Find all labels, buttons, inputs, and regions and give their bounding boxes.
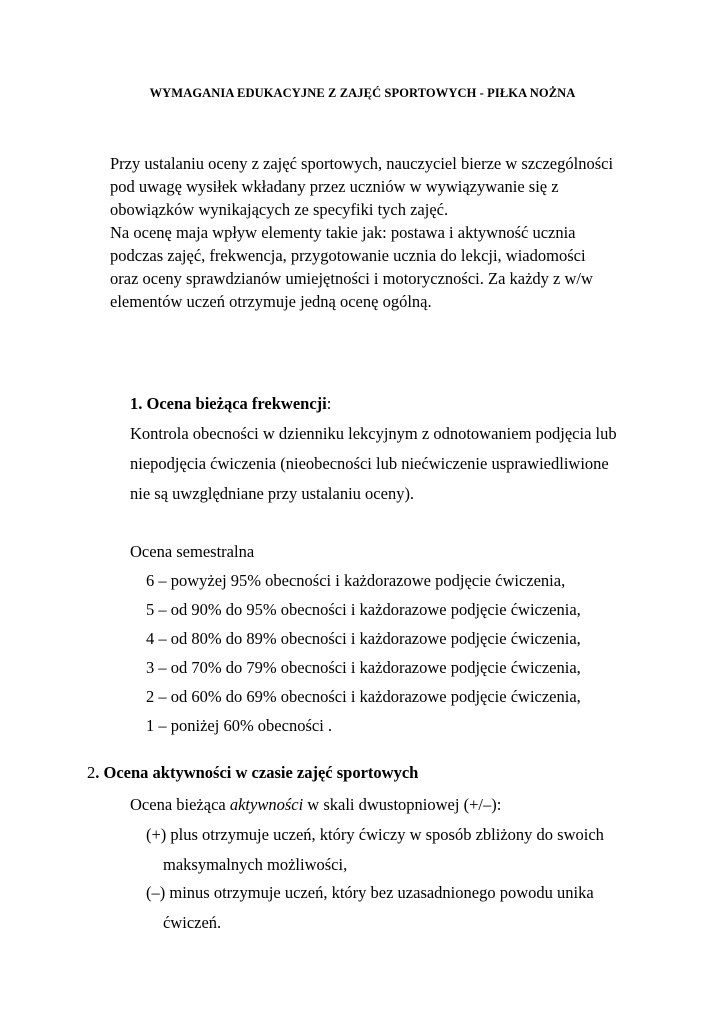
plus-item-line-2: maksymalnych możliwości, xyxy=(163,855,348,874)
grade-3: 3 – od 70% do 79% obecności i każdorazowe podjęcie ćwiczenia, xyxy=(146,658,581,677)
plus-item-line-1: (+) plus otrzymuje uczeń, który ćwiczy w sposób zbliżony do swoich xyxy=(146,825,604,844)
intro-line-7: elementów uczeń otrzymuje jedną ocenę ogólną. xyxy=(110,292,432,311)
section2-lead xyxy=(130,795,501,815)
intro-line-5: podczas zajęć, frekwencja, przygotowanie ucznia do lekcji, wiadomości xyxy=(110,246,586,265)
section2-heading xyxy=(87,763,418,783)
section2-lead-after: w skali dwustopniowej (+/–): xyxy=(303,795,502,814)
section2-number: 2 xyxy=(87,763,96,782)
intro-line-2: pod uwagę wysiłek wkładany przez uczniów w wywiązywanie się z xyxy=(110,177,559,196)
grade-5: 5 – od 90% do 95% obecności i każdorazowe podjęcie ćwiczenia, xyxy=(146,600,581,619)
section2-lead-italic: aktywności xyxy=(229,795,304,814)
grade-2: 2 – od 60% do 69% obecności i każdorazowe podjęcie ćwiczenia, xyxy=(146,687,581,706)
section1-line-1: Kontrola obecności w dzienniku lekcyjnym z odnotowaniem podjęcia lub xyxy=(130,424,617,443)
intro-line-1: Przy ustalaniu oceny z zajęć sportowych, nauczyciel bierze w szczególności xyxy=(110,154,614,173)
section2-lead-before: Ocena bieżąca xyxy=(130,795,230,814)
intro-line-4: Na ocenę maja wpływ elementy takie jak: postawa i aktywność ucznia xyxy=(110,223,576,242)
section1-heading xyxy=(130,394,331,414)
semester-subheading: Ocena semestralna xyxy=(130,542,255,561)
intro-line-3: obowiązków wynikających ze specyfiki tych zajęć. xyxy=(110,200,449,219)
grade-1: 1 – poniżej 60% obecności . xyxy=(146,716,333,735)
minus-item-line-2: ćwiczeń. xyxy=(163,913,222,932)
intro-line-6: oraz oceny sprawdzianów umiejętności i motoryczności. Za każdy z w/w xyxy=(110,269,593,288)
section1-heading-colon: : xyxy=(326,394,332,413)
section1-line-2: niepodjęcia ćwiczenia (nieobecności lub niećwiczenie usprawiedliwione xyxy=(130,454,609,473)
grade-6: 6 – powyżej 95% obecności i każdorazowe podjęcie ćwiczenia, xyxy=(146,571,566,590)
document-title: WYMAGANIA EDUKACYJNE Z ZAJĘĆ SPORTOWYCH - PIŁKA NOŻNA xyxy=(149,86,576,100)
section2-heading-text: . Ocena aktywności w czasie zajęć sportowych xyxy=(95,763,419,782)
minus-item-line-1: (–) minus otrzymuje uczeń, który bez uzasadnionego powodu unika xyxy=(146,883,594,902)
section1-heading-text: 1. Ocena bieżąca frekwencji xyxy=(130,394,327,413)
grade-4: 4 – od 80% do 89% obecności i każdorazowe podjęcie ćwiczenia, xyxy=(146,629,581,648)
section1-line-3: nie są uwzględniane przy ustalaniu oceny). xyxy=(130,484,415,503)
